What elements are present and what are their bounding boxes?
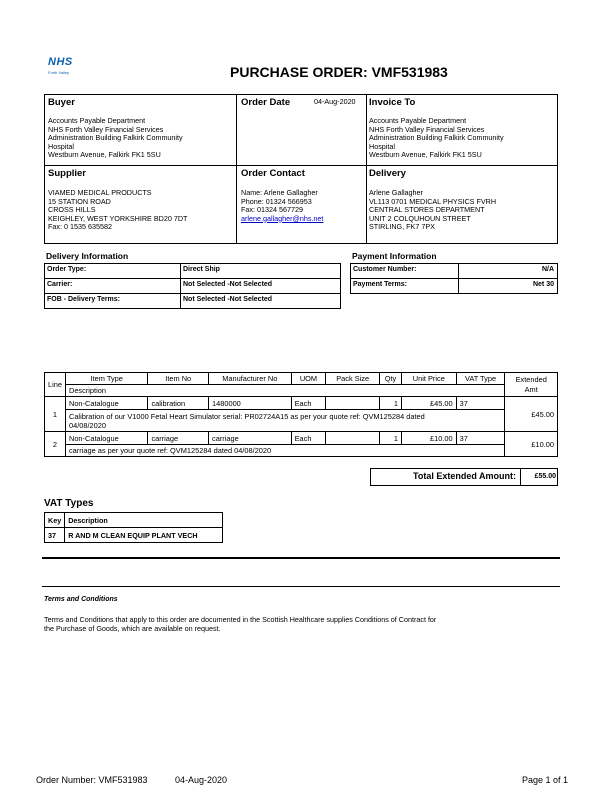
footer-date: 04-Aug-2020 [175, 775, 228, 785]
col-header-unit-price: Unit Price [401, 373, 456, 385]
col-header-item-no: Item No [148, 373, 209, 385]
order-date-label: Order Date [241, 97, 291, 108]
order-contact-label: Order Contact [241, 168, 305, 179]
manufacturer-no-cell: 1480000 [209, 397, 292, 410]
section-divider [42, 557, 560, 559]
buyer-line: Westburn Avenue, Falkirk FK1 5SU [48, 150, 161, 160]
delivery-line: CENTRAL STORES DEPARTMENT [369, 205, 485, 215]
invoice-line: Accounts Payable Department [369, 116, 467, 125]
qty-cell: 1 [380, 432, 402, 445]
supplier-line: KEIGHLEY, WEST YORKSHIRE BD20 7DT [48, 213, 188, 223]
description-cell: carriage as per your quote ref: QVM125284 dated 04/08/2020 [65, 445, 504, 457]
vat-type-cell: 37 [456, 397, 505, 410]
invoice-line: Westburn Avenue, Falkirk FK1 5SU [369, 150, 482, 160]
page-title: PURCHASE ORDER: VMF531983 [230, 64, 448, 80]
qty-cell: 1 [380, 397, 402, 410]
terms-title: Terms and Conditions [44, 596, 118, 603]
contact-fax: Fax: 01324 567729 [241, 205, 303, 215]
contact-phone: Phone: 01324 566953 [241, 196, 312, 206]
line-items-table [44, 372, 558, 457]
vat-key-cell: 37 [45, 528, 65, 543]
col-header-qty: Qty [380, 373, 402, 385]
vat-header-description: Description [65, 513, 223, 528]
vat-type-cell: 37 [456, 432, 505, 445]
description-line: Calibration of our V1000 Fetal Heart Simulator serial: PR02724A15 as per your quote ref: QVM125284 dated [68, 411, 425, 421]
payment-terms-label: Payment Terms: [353, 281, 407, 288]
delivery-line: Arlene Gallagher [369, 188, 423, 197]
item-type-cell: Non-Catalogue [65, 432, 147, 445]
terms-text [44, 616, 436, 633]
order-contact-details [241, 189, 323, 223]
carrier-value: Not Selected -Not Selected [183, 281, 273, 288]
delivery-info-title: Delivery Information [46, 251, 129, 261]
terms-line: Terms and Conditions that apply to this order are documented in the Scottish Healthcare supplies Conditions of Contract for [44, 615, 437, 624]
customer-number-label: Customer Number: [353, 266, 417, 273]
invoice-to-address [369, 117, 504, 160]
vat-header-key: Key [45, 513, 65, 528]
contact-name: Name: Arlene Gallagher [241, 188, 318, 197]
buyer-line: Accounts Payable Department [48, 116, 146, 125]
supplier-address [48, 189, 187, 232]
vat-types-title: VAT Types [44, 498, 94, 509]
invoice-line: NHS Forth Valley Financial Services [369, 124, 485, 134]
uom-cell: Each [291, 432, 326, 445]
col-header-description: Description [65, 385, 504, 397]
delivery-line: STIRLING, FK7 7PX [369, 222, 435, 232]
table-row [45, 432, 558, 445]
delivery-address [369, 189, 496, 232]
delivery-label: Delivery [369, 168, 406, 179]
supplier-line: 15 STATION ROAD [48, 196, 111, 206]
col-header-vat-type: VAT Type [456, 373, 505, 385]
total-divider [520, 468, 521, 486]
extended-amt-cell: £10.00 [505, 432, 558, 457]
fob-terms-label: FOB - Delivery Terms: [47, 296, 121, 303]
nhs-logo [48, 56, 82, 82]
customer-number-value: N/A [541, 266, 554, 273]
uom-cell: Each [291, 397, 326, 410]
buyer-line: Administration Building Falkirk Community [48, 133, 183, 143]
col-header-line: Line [45, 373, 66, 397]
supplier-line: Fax: 0 1535 635582 [48, 222, 112, 232]
col-header-pack-size: Pack Size [326, 373, 380, 385]
col-header-extended-amt: Extended Amt [505, 373, 558, 397]
unit-price-cell: £45.00 [401, 397, 456, 410]
fob-terms-value: Not Selected -Not Selected [183, 296, 273, 303]
total-value: £55.00 [534, 473, 556, 480]
vat-types-table [44, 512, 223, 543]
invoice-line: Administration Building Falkirk Community [369, 133, 504, 143]
total-label: Total Extended Amount: [413, 471, 516, 481]
delivery-line: VL113 0701 MEDICAL PHYSICS FVRH [369, 196, 497, 206]
col-header-uom: UOM [291, 373, 326, 385]
item-no-cell: carriage [148, 432, 209, 445]
footer-order-number: Order Number: VMF531983 [36, 775, 148, 785]
item-no-cell: calibration [148, 397, 209, 410]
contact-email-link[interactable]: arlene.gallagher@nhs.net [241, 213, 324, 223]
footer-page: Page 1 of 1 [522, 775, 569, 785]
buyer-address [48, 117, 183, 160]
logo-subtext: Forth Valley [48, 70, 70, 75]
section-divider [42, 586, 560, 587]
invoice-line: Hospital [369, 141, 395, 151]
supplier-label: Supplier [48, 168, 87, 179]
manufacturer-no-cell: carriage [209, 432, 292, 445]
line-number: 1 [45, 397, 66, 432]
col-header-item-type: Item Type [65, 373, 147, 385]
pack-size-cell [326, 397, 380, 410]
buyer-label: Buyer [48, 97, 75, 108]
line-number: 2 [45, 432, 66, 457]
order-type-label: Order Type: [47, 266, 87, 273]
order-type-value: Direct Ship [183, 266, 220, 273]
order-date-value: 04-Aug-2020 [314, 97, 356, 106]
unit-price-cell: £10.00 [401, 432, 456, 445]
buyer-line: Hospital [48, 141, 74, 151]
vat-description-cell: R AND M CLEAN EQUIP PLANT VECH [65, 528, 223, 543]
description-line: 04/08/2020 [68, 420, 106, 430]
payment-info-title: Payment Information [352, 251, 437, 261]
table-row [45, 528, 223, 543]
description-cell [65, 410, 504, 432]
invoice-to-label: Invoice To [369, 97, 416, 108]
table-row [45, 397, 558, 410]
col-header-manufacturer-no: Manufacturer No [209, 373, 292, 385]
buyer-line: NHS Forth Valley Financial Services [48, 124, 164, 134]
extended-amt-cell: £45.00 [505, 397, 558, 432]
payment-terms-value: Net 30 [532, 281, 554, 288]
supplier-line: CROSS HILLS [48, 205, 96, 215]
pack-size-cell [326, 432, 380, 445]
carrier-label: Carrier: [47, 281, 73, 288]
logo-text: NHS [48, 56, 73, 68]
delivery-line: UNIT 2 COLQUHOUN STREET [369, 213, 471, 223]
item-type-cell: Non-Catalogue [65, 397, 147, 410]
supplier-line: VIAMED MEDICAL PRODUCTS [48, 188, 152, 197]
terms-line: the Purchase of Goods, which are available on request. [44, 623, 221, 633]
